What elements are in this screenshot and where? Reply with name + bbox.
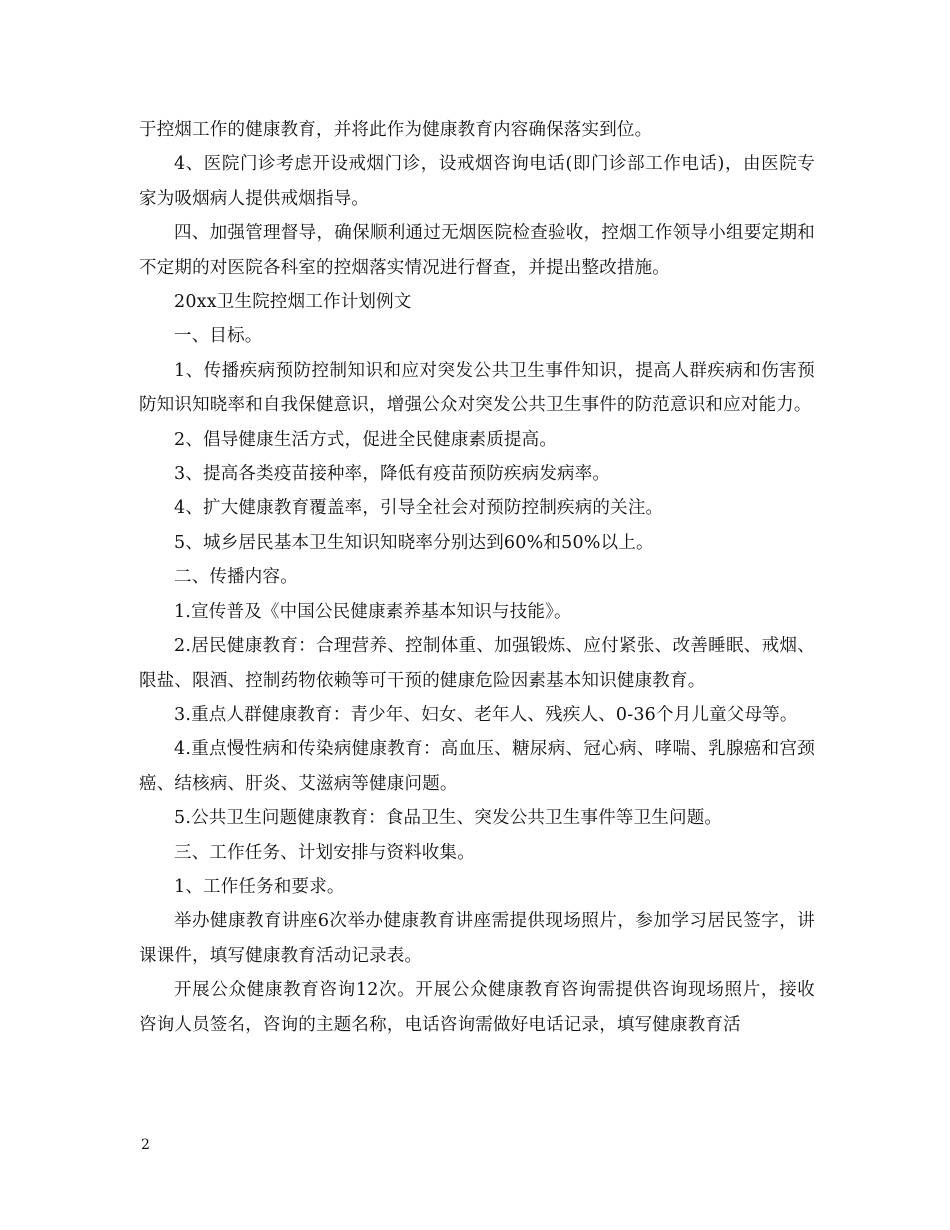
paragraph: 四、加强管理督导，确保顺利通过无烟医院检查验收，控烟工作领导小组要定期和不定期的对医院各科室的控烟落实情况进行督查，并提出整改措施。 xyxy=(139,223,815,278)
paragraph: 3、提高各类疫苗接种率，降低有疫苗预防疾病发病率。 xyxy=(174,464,611,485)
heading: 三、工作任务、计划安排与资料收集。 xyxy=(174,842,475,863)
paragraph: 1、传播疾病预防控制知识和应对突发公共卫生事件知识，提高人群疾病和伤害预防知识知晓率和自我保健意识，增强公众对突发公共卫生事件的防范意识和应对能力。 xyxy=(139,360,815,416)
section-title: 20xx卫生院控烟工作计划例文 xyxy=(174,292,412,313)
paragraph: 于控烟工作的健康教育，并将此作为健康教育内容确保落实到位。 xyxy=(139,120,653,140)
paragraph: 2.居民健康教育：合理营养、控制体重、加强锻炼、应付紧张、改善睡眠、戒烟、限盐、限酒、控制药物依赖等可干预的健康危险因素基本知识健康教育。 xyxy=(139,636,815,691)
paragraph: 5.公共卫生问题健康教育：食品卫生、突发公共卫生事件等卫生问题。 xyxy=(174,808,723,829)
paragraph: 举办健康教育讲座6次举办健康教育讲座需提供现场照片，参加学习居民签字，讲课课件，填写健康教育活动记录表。 xyxy=(139,911,815,966)
paragraph: 1.宣传普及《中国公民健康素养基本知识与技能》。 xyxy=(174,601,572,622)
paragraph: 4、医院门诊考虑开设戒烟门诊，设戒烟咨询电话(即门诊部工作电话)，由医院专家为吸烟病人提供戒烟指导。 xyxy=(139,154,815,209)
page-number: 2 xyxy=(141,1137,150,1153)
paragraph: 开展公众健康教育咨询12次。开展公众健康教育咨询需提供咨询现场照片，接收咨询人员签名，咨询的主题名称，电话咨询需做好电话记录，填写健康教育活 xyxy=(139,980,815,1035)
paragraph: 5、城乡居民基本卫生知识知晓率分别达到60%和50%以上。 xyxy=(174,532,654,553)
paragraph: 1、工作任务和要求。 xyxy=(174,876,345,897)
paragraph: 2、倡导健康生活方式，促进全民健康素质提高。 xyxy=(174,429,558,450)
document-body xyxy=(139,113,815,1042)
heading: 一、目标。 xyxy=(174,326,263,347)
paragraph: 4、扩大健康教育覆盖率，引导全社会对预防控制疾病的关注。 xyxy=(174,498,664,519)
paragraph: 3.重点人群健康教育：青少年、妇女、老年人、残疾人、0-36个月儿童父母等。 xyxy=(174,704,798,725)
paragraph: 4.重点慢性病和传染病健康教育：高血压、糖尿病、冠心病、哮喘、乳腺癌和宫颈癌、结核病、肝炎、艾滋病等健康问题。 xyxy=(139,739,815,794)
heading: 二、传播内容。 xyxy=(174,567,298,588)
